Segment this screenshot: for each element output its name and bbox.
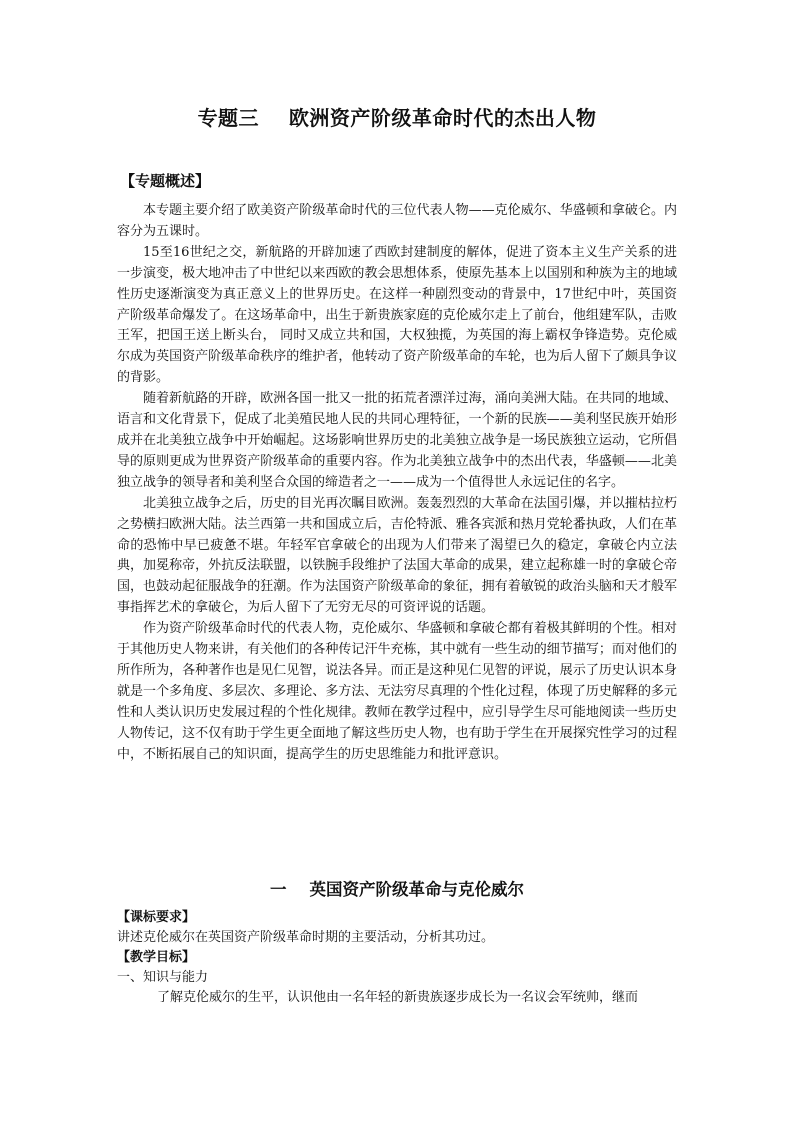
overview-body [117,201,677,765]
overview-paragraph: 本专题主要介绍了欧美资产阶级革命时代的三位代表人物——克伦威尔、华盛顿和拿破仑。内容分为五课时。 [117,203,677,239]
overview-heading: 【专题概述】 [120,172,211,190]
overview-paragraph: 15至16世纪之交，新航路的开辟加速了西欧封建制度的解体，促进了资本主义生产关系的进一步演变，极大地冲击了中世纪以来西欧的教会思想体系，使原先基本上以国别和种族为主的地域性历史逐渐演变为真正意义上的世界历史。在这样一种剧烈变动的背景中，17世纪中叶，英国资产阶级革命爆发了。在这场革命中，出生于新贵族家庭的克伦威尔走上了前台，他组建军队，击败王军，把国王送上断头台， 同时又成立共和国，大权独揽，为英国的海上霸权争锋造势。克伦威尔成为英国资产阶级革命秩序的维护者，他转动了资产阶级革命的车轮，也为后人留下了颇具争议的背影。 [117,244,677,386]
lesson-section [117,908,677,1008]
objectives-heading: 【教学目标】 [117,950,196,965]
overview-paragraph: 随着新航路的开辟，欧洲各国一批又一批的拓荒者漂洋过海，涌向美洲大陆。在共同的地域、语言和文化背景下，促成了北美殖民地人民的共同心理特征，一个新的民族——美利坚民族开始形成并在北美独立战争中开始崛起。这场影响世界历史的北美独立战争是一场民族独立运动，它所倡导的原则更成为世界资产阶级革命的重要内容。作为北美独立战争中的杰出代表，华盛顿——北美独立战争的领导者和美利坚合众国的缔造者之一——成为一个值得世人永远记住的名字。 [117,391,677,490]
objective-text: 了解克伦威尔的生平，认识他由一名年轻的新贵族逐步成长为一名议会军统帅，继而 [157,990,639,1005]
curriculum-text: 讲述克伦威尔在英国资产阶级革命时期的主要活动，分析其功过。 [117,930,495,945]
lesson-title: 一 英国资产阶级革命与克伦威尔 [270,880,524,899]
objective-item: 一、知识与能力 [117,970,209,985]
curriculum-heading: 【课标要求】 [117,910,196,925]
page-title: 专题三 欧洲资产阶级革命时代的杰出人物 [197,106,597,130]
overview-paragraph: 作为资产阶级革命时代的代表人物，克伦威尔、华盛顿和拿破仑都有着极其鲜明的个性。相对于其他历史人物来讲，有关他们的各种传记汗牛充栋，其中就有一些生动的细节描写；而对他们的所作所为，各种著作也是见仁见智，说法各异。而正是这种见仁见智的评说，展示了历史认识本身就是一个多角度、多层次、多理论、多方法、无法穷尽真理的个性化过程，体现了历史解释的多元性和人类认识历史发展过程的个性化规律。教师在教学过程中，应引导学生尽可能地阅读一些历史人物传记，这不仅有助于学生更全面地了解这些历史人物，也有助于学生在开展探究性学习的过程中，不断拓展自己的知识面，提高学生的历史思维能力和批评意识。 [117,621,677,762]
overview-paragraph: 北美独立战争之后，历史的目光再次瞩目欧洲。轰轰烈烈的大革命在法国引爆，并以摧枯拉朽之势横扫欧洲大陆。法兰西第一共和国成立后，吉伦特派、雅各宾派和热月党轮番执政，人们在革命的恐怖中早已疲惫不堪。年轻军官拿破仑的出现为人们带来了渴望已久的稳定，拿破仑内立法典，加冕称帝，外抗反法联盟，以铁腕手段维护了法国大革命的成果，建立起称雄一时的拿破仑帝国，也鼓动起征服战争的狂潮。作为法国资产阶级革命的象征，拥有着敏锐的政治头脑和天才般军事指挥艺术的拿破仑，为后人留下了无穷无尽的可资评说的话题。 [117,495,677,616]
